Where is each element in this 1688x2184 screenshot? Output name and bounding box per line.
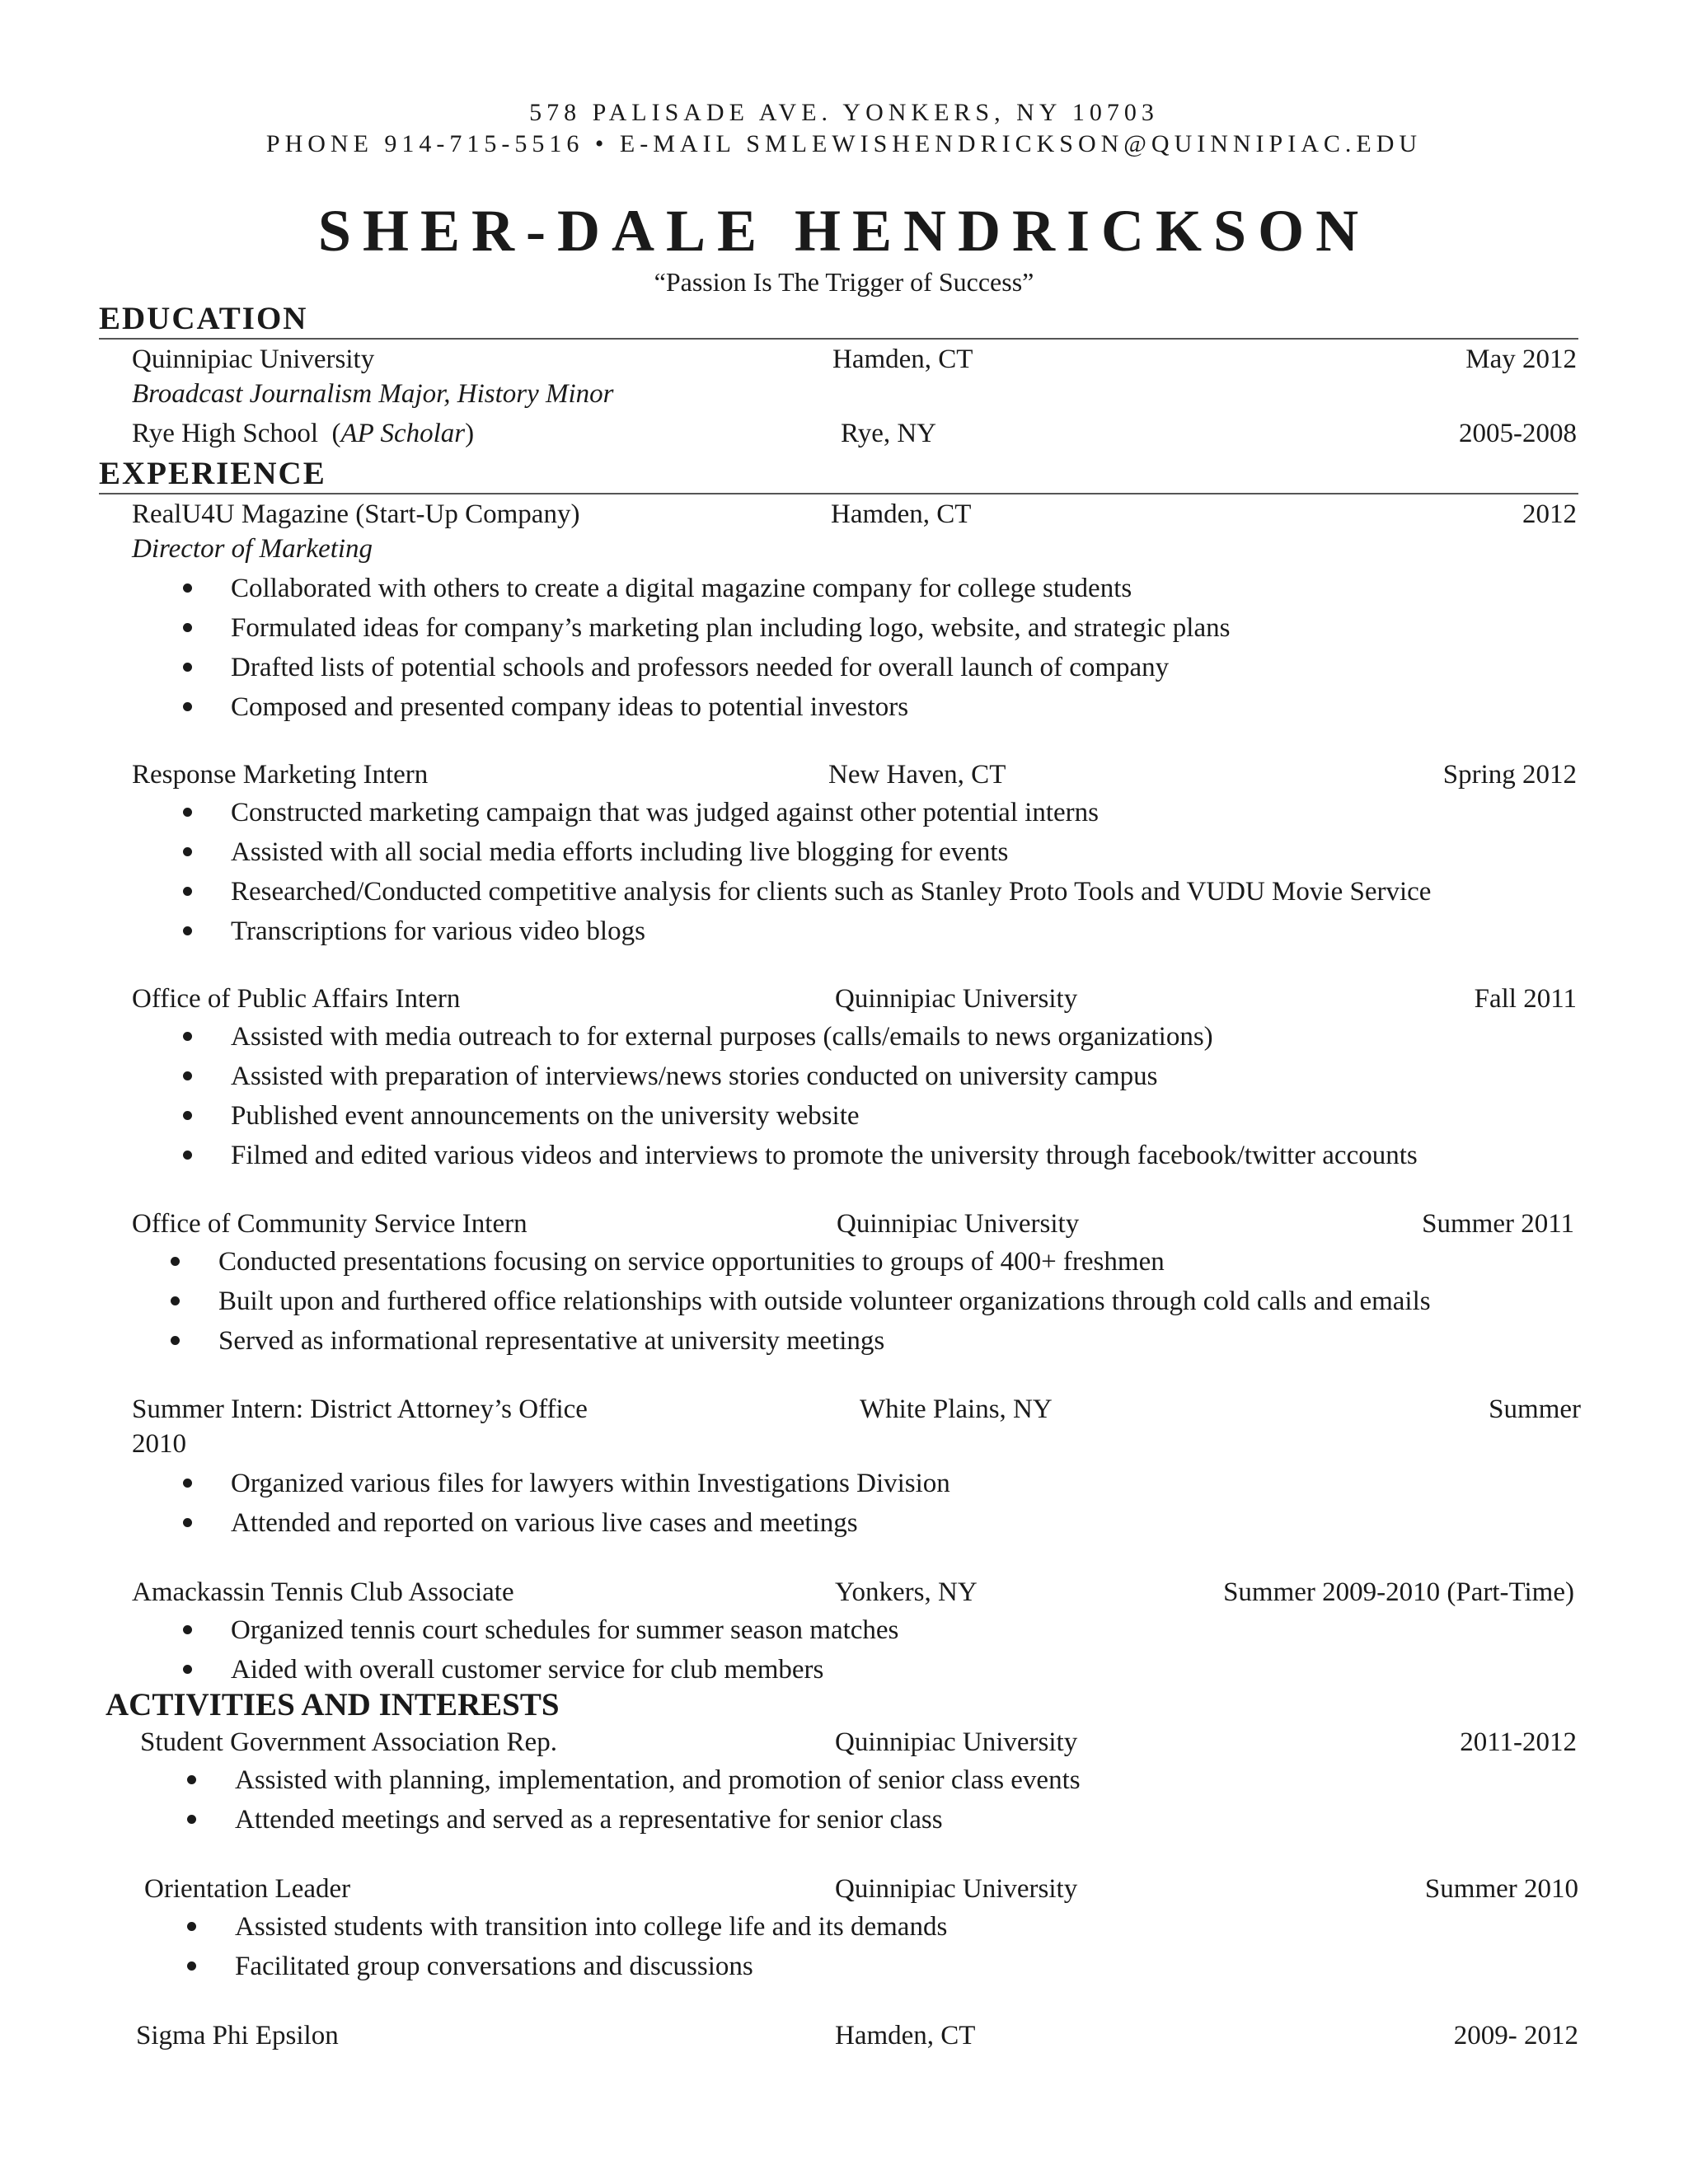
- bullet-item: Filmed and edited various videos and interviews to promote the university through facebook/twitter accounts: [183, 1136, 1418, 1175]
- activity-title: Orientation Leader: [144, 1874, 351, 1904]
- job-date: 2012: [1522, 499, 1577, 529]
- job-location: New Haven, CT: [828, 760, 1006, 790]
- bullet-item: Assisted with media outreach to for external purposes (calls/emails to news organizations): [183, 1017, 1418, 1057]
- job-date: Fall 2011: [1474, 984, 1577, 1014]
- job-header: [0, 1391, 1688, 1427]
- activity-location: Quinnipiac University: [835, 1727, 1078, 1757]
- job-date: Summer: [1489, 1394, 1581, 1424]
- education-entry: [0, 415, 1688, 452]
- bullet-item: Assisted with planning, implementation, and promotion of senior class events: [187, 1760, 1081, 1800]
- job-location: Quinnipiac University: [835, 984, 1078, 1014]
- job-bullets: [183, 793, 1431, 951]
- job-bullets: [171, 1242, 1431, 1361]
- bullet-item: Aided with overall customer service for club members: [183, 1650, 898, 1690]
- activity-date: Summer 2010: [1424, 1874, 1578, 1904]
- job-header: [0, 757, 1688, 793]
- job-header: [0, 1206, 1688, 1242]
- motto: “Passion Is The Trigger of Success”: [654, 267, 1034, 297]
- job-title: Office of Public Affairs Intern: [132, 984, 461, 1014]
- job-location: Hamden, CT: [831, 499, 972, 529]
- job-header: [0, 496, 1688, 532]
- bullet-item: Published event announcements on the university website: [183, 1096, 1418, 1136]
- job-date: Summer 2011: [1422, 1209, 1574, 1239]
- education-location: Rye, NY: [841, 419, 936, 448]
- job-location: Quinnipiac University: [837, 1209, 1080, 1239]
- job-bullets: [183, 1610, 898, 1690]
- contact-phone-email: PHONE 914-715-5516 • E-MAIL SMLEWISHENDRICKSON@QUINNIPIAC.EDU: [265, 130, 1423, 157]
- activity-title: Sigma Phi Epsilon: [136, 2021, 339, 2050]
- job-date-wrap: 2010: [132, 1429, 186, 1459]
- bullet-item: Attended meetings and served as a representative for senior class: [187, 1800, 1081, 1840]
- bullet-item: Composed and presented company ideas to potential investors: [183, 687, 1230, 727]
- education-honor-close: ): [465, 419, 475, 448]
- job-header: [0, 981, 1688, 1017]
- activity-title: Student Government Association Rep.: [140, 1727, 557, 1757]
- job-location: White Plains, NY: [860, 1394, 1053, 1424]
- job-role: Director of Marketing: [132, 534, 373, 564]
- job-location: Yonkers, NY: [835, 1577, 978, 1607]
- bullet-item: Researched/Conducted competitive analysis for clients such as Stanley Proto Tools and VUDU Movie Service: [183, 872, 1431, 912]
- education-honor-open: (: [331, 419, 341, 448]
- contact-address: 578 PALISADE AVE. YONKERS, NY 10703: [529, 99, 1159, 126]
- job-date: Spring 2012: [1442, 760, 1577, 790]
- activity-date: 2009- 2012: [1453, 2021, 1578, 2050]
- bullet-item: Formulated ideas for company’s marketing plan including logo, website, and strategic plans: [183, 608, 1230, 648]
- activity-location: Hamden, CT: [835, 2021, 976, 2050]
- education-location: Hamden, CT: [832, 344, 973, 374]
- education-detail: Broadcast Journalism Major, History Minor: [132, 379, 614, 409]
- experience-heading: EXPERIENCE: [99, 455, 1578, 494]
- candidate-name: SHER-DALE HENDRICKSON: [317, 198, 1371, 264]
- job-title: Amackassin Tennis Club Associate: [132, 1577, 514, 1607]
- job-bullets: [183, 569, 1230, 727]
- activity-bullets: [187, 1907, 947, 1986]
- education-entry: [0, 341, 1688, 377]
- education-date: May 2012: [1465, 344, 1577, 374]
- bullet-item: Assisted with all social media efforts including live blogging for events: [183, 832, 1431, 872]
- job-title: RealU4U Magazine (Start-Up Company): [132, 499, 580, 529]
- job-title: Response Marketing Intern: [132, 760, 429, 790]
- job-bullets: [183, 1017, 1418, 1175]
- activity-bullets: [187, 1760, 1081, 1840]
- education-org: Rye High School: [132, 419, 319, 448]
- activity-location: Quinnipiac University: [835, 1874, 1078, 1904]
- bullet-item: Transcriptions for various video blogs: [183, 912, 1431, 951]
- job-bullets: [183, 1464, 950, 1543]
- education-date: 2005-2008: [1459, 419, 1577, 448]
- activities-heading: ACTIVITIES AND INTERESTS: [106, 1687, 560, 1722]
- education-org: Quinnipiac University: [132, 344, 375, 374]
- bullet-item: Collaborated with others to create a digital magazine company for college students: [183, 569, 1230, 608]
- bullet-item: Drafted lists of potential schools and professors needed for overall launch of company: [183, 648, 1230, 687]
- education-heading: EDUCATION: [99, 300, 1578, 340]
- bullet-item: Assisted with preparation of interviews/news stories conducted on university campus: [183, 1057, 1418, 1096]
- education-honor: AP Scholar: [340, 419, 466, 448]
- bullet-item: Conducted presentations focusing on service opportunities to groups of 400+ freshmen: [171, 1242, 1431, 1282]
- bullet-item: Assisted students with transition into college life and its demands: [187, 1907, 947, 1947]
- bullet-item: Attended and reported on various live cases and meetings: [183, 1503, 950, 1543]
- bullet-item: Constructed marketing campaign that was judged against other potential interns: [183, 793, 1431, 832]
- activity-header: [0, 1871, 1688, 1907]
- job-header: [0, 1574, 1688, 1610]
- bullet-item: Organized tennis court schedules for summer season matches: [183, 1610, 898, 1650]
- job-title: Summer Intern: District Attorney’s Office: [132, 1394, 588, 1424]
- activity-header: [0, 1724, 1688, 1760]
- bullet-item: Built upon and furthered office relationships with outside volunteer organizations through cold calls and emails: [171, 1282, 1431, 1321]
- job-title: Office of Community Service Intern: [132, 1209, 528, 1239]
- bullet-item: Organized various files for lawyers within Investigations Division: [183, 1464, 950, 1503]
- activity-date: 2011-2012: [1460, 1727, 1577, 1757]
- job-date: Summer 2009-2010 (Part-Time): [1223, 1577, 1574, 1607]
- activity-header: [0, 2018, 1688, 2054]
- bullet-item: Facilitated group conversations and discussions: [187, 1947, 947, 1986]
- bullet-item: Served as informational representative at university meetings: [171, 1321, 1431, 1361]
